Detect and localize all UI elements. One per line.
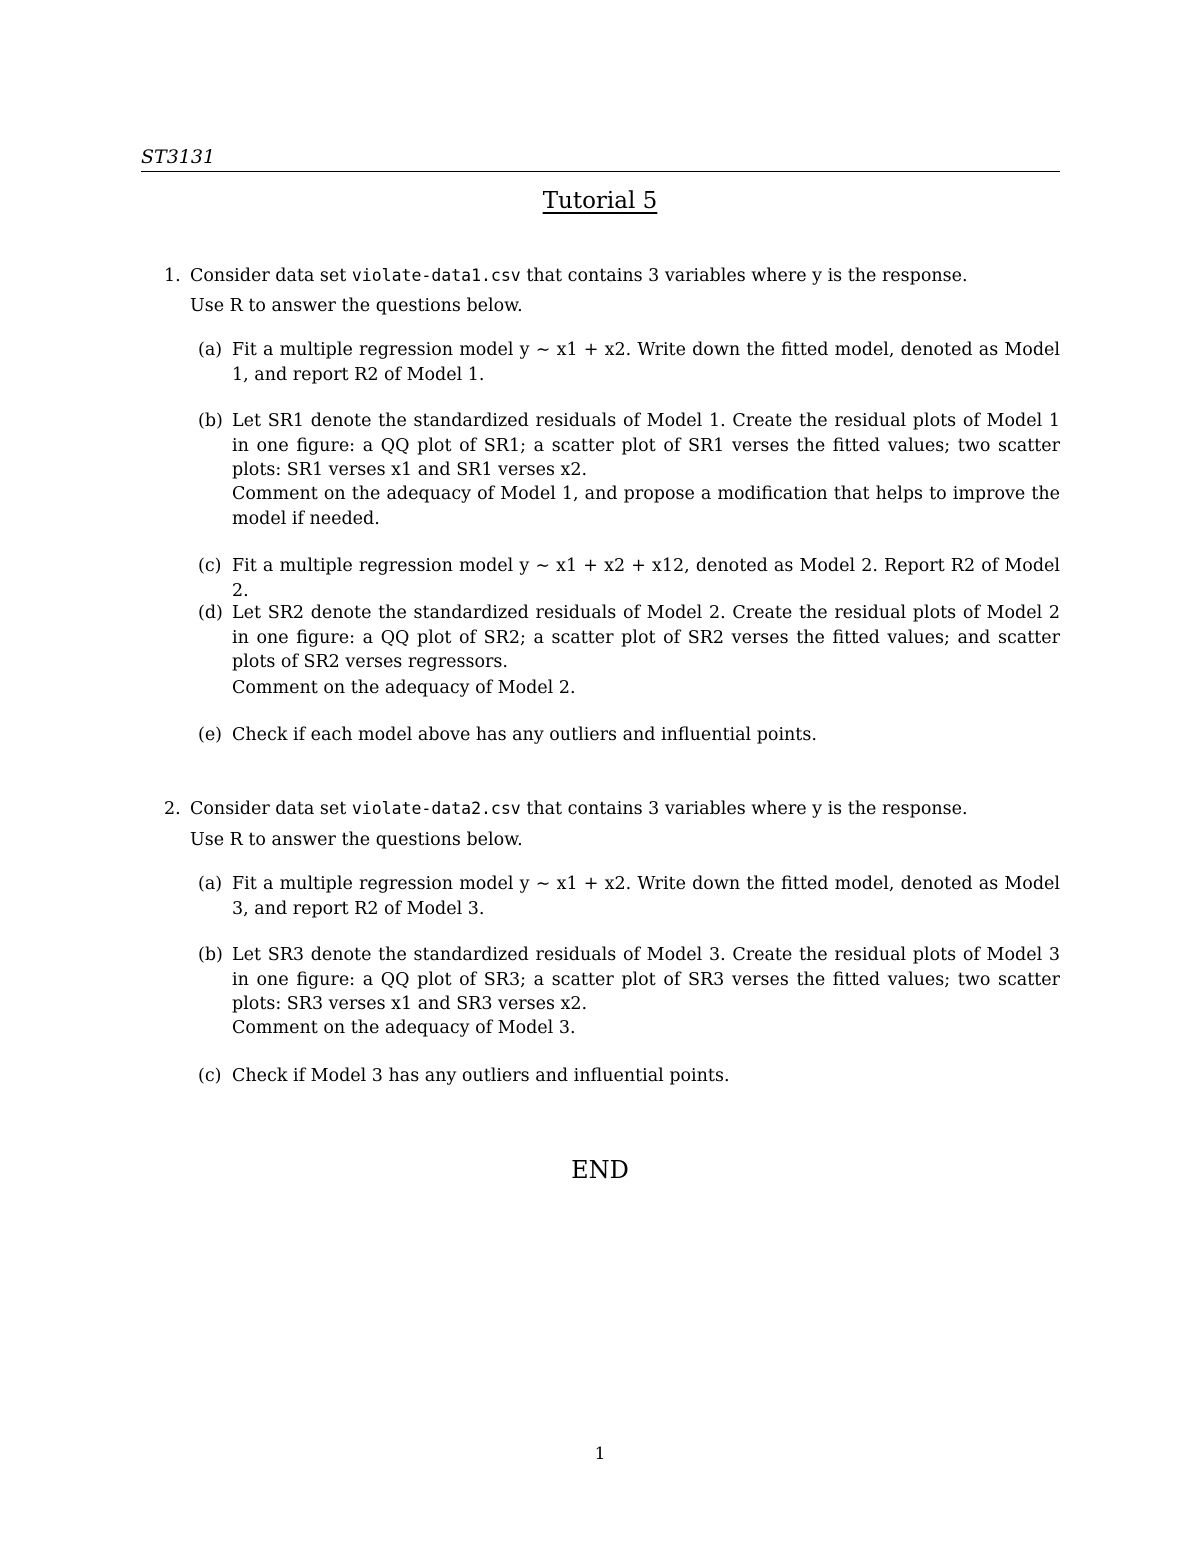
- question-instruction: Use R to answer the questions below.: [190, 296, 523, 316]
- part-comment: Comment on the adequacy of Model 3.: [232, 1018, 576, 1038]
- question-intro: Consider data set violate-data2.csv that contains 3 variables where y is the response.: [190, 799, 968, 819]
- question-instruction: Use R to answer the questions below.: [190, 830, 523, 850]
- part-text: Let SR2 denote the standardized residuals of Model 2. Create the residual plots of Model 2 in one figure: a QQ plot of SR2; a scatter plot of SR2 verses the fitted values; and scatter plots of SR2 verses regressors.: [232, 603, 1060, 672]
- part-text: Fit a multiple regression model y ∼ x1 + x2. Write down the fitted model, denoted as Model 1, and report R2 of Model 1.: [232, 340, 1060, 385]
- part-comment: Comment on the adequacy of Model 1, and propose a modification that helps to improve the model if needed.: [232, 484, 1060, 529]
- part-text: Check if Model 3 has any outliers and influential points.: [232, 1066, 730, 1086]
- dataset-filename: violate-data1.csv: [351, 266, 521, 285]
- part-text: Check if each model above has any outliers and influential points.: [232, 725, 817, 745]
- page-number: 1: [594, 1444, 606, 1464]
- page-title: Tutorial 5: [542, 188, 658, 214]
- part-text: Let SR1 denote the standardized residuals of Model 1. Create the residual plots of Model 1 in one figure: a QQ plot of SR1; a scatter plot of SR1 verses the fitted values; two scatter plots: SR1 verses x1 and SR1 verses x2.: [232, 411, 1060, 480]
- dataset-filename: violate-data2.csv: [351, 799, 521, 818]
- course-code: ST3131: [141, 146, 216, 168]
- question-intro: Consider data set violate-data1.csv that contains 3 variables where y is the response.: [190, 266, 968, 286]
- part-text: Let SR3 denote the standardized residuals of Model 3. Create the residual plots of Model 3 in one figure: a QQ plot of SR3; a scatter plot of SR3 verses the fitted values; two scatter plots: SR3 verses x1 and SR3 verses x2.: [232, 945, 1060, 1014]
- part-label: (b): [198, 411, 223, 431]
- header-rule: [141, 171, 1060, 172]
- part-comment: Comment on the adequacy of Model 2.: [232, 678, 576, 698]
- part-label: (c): [198, 556, 222, 576]
- part-text: Fit a multiple regression model y ∼ x1 + x2 + x12, denoted as Model 2. Report R2 of Model 2.: [232, 556, 1060, 601]
- question-number: 2.: [164, 799, 181, 819]
- question-number: 1.: [164, 266, 181, 286]
- part-label: (a): [198, 874, 223, 894]
- end-marker: END: [571, 1156, 629, 1184]
- part-label: (e): [198, 725, 223, 745]
- part-label: (d): [198, 603, 223, 623]
- part-label: (b): [198, 945, 223, 965]
- part-label: (a): [198, 340, 223, 360]
- part-text: Fit a multiple regression model y ∼ x1 + x2. Write down the fitted model, denoted as Model 3, and report R2 of Model 3.: [232, 874, 1060, 919]
- part-label: (c): [198, 1066, 222, 1086]
